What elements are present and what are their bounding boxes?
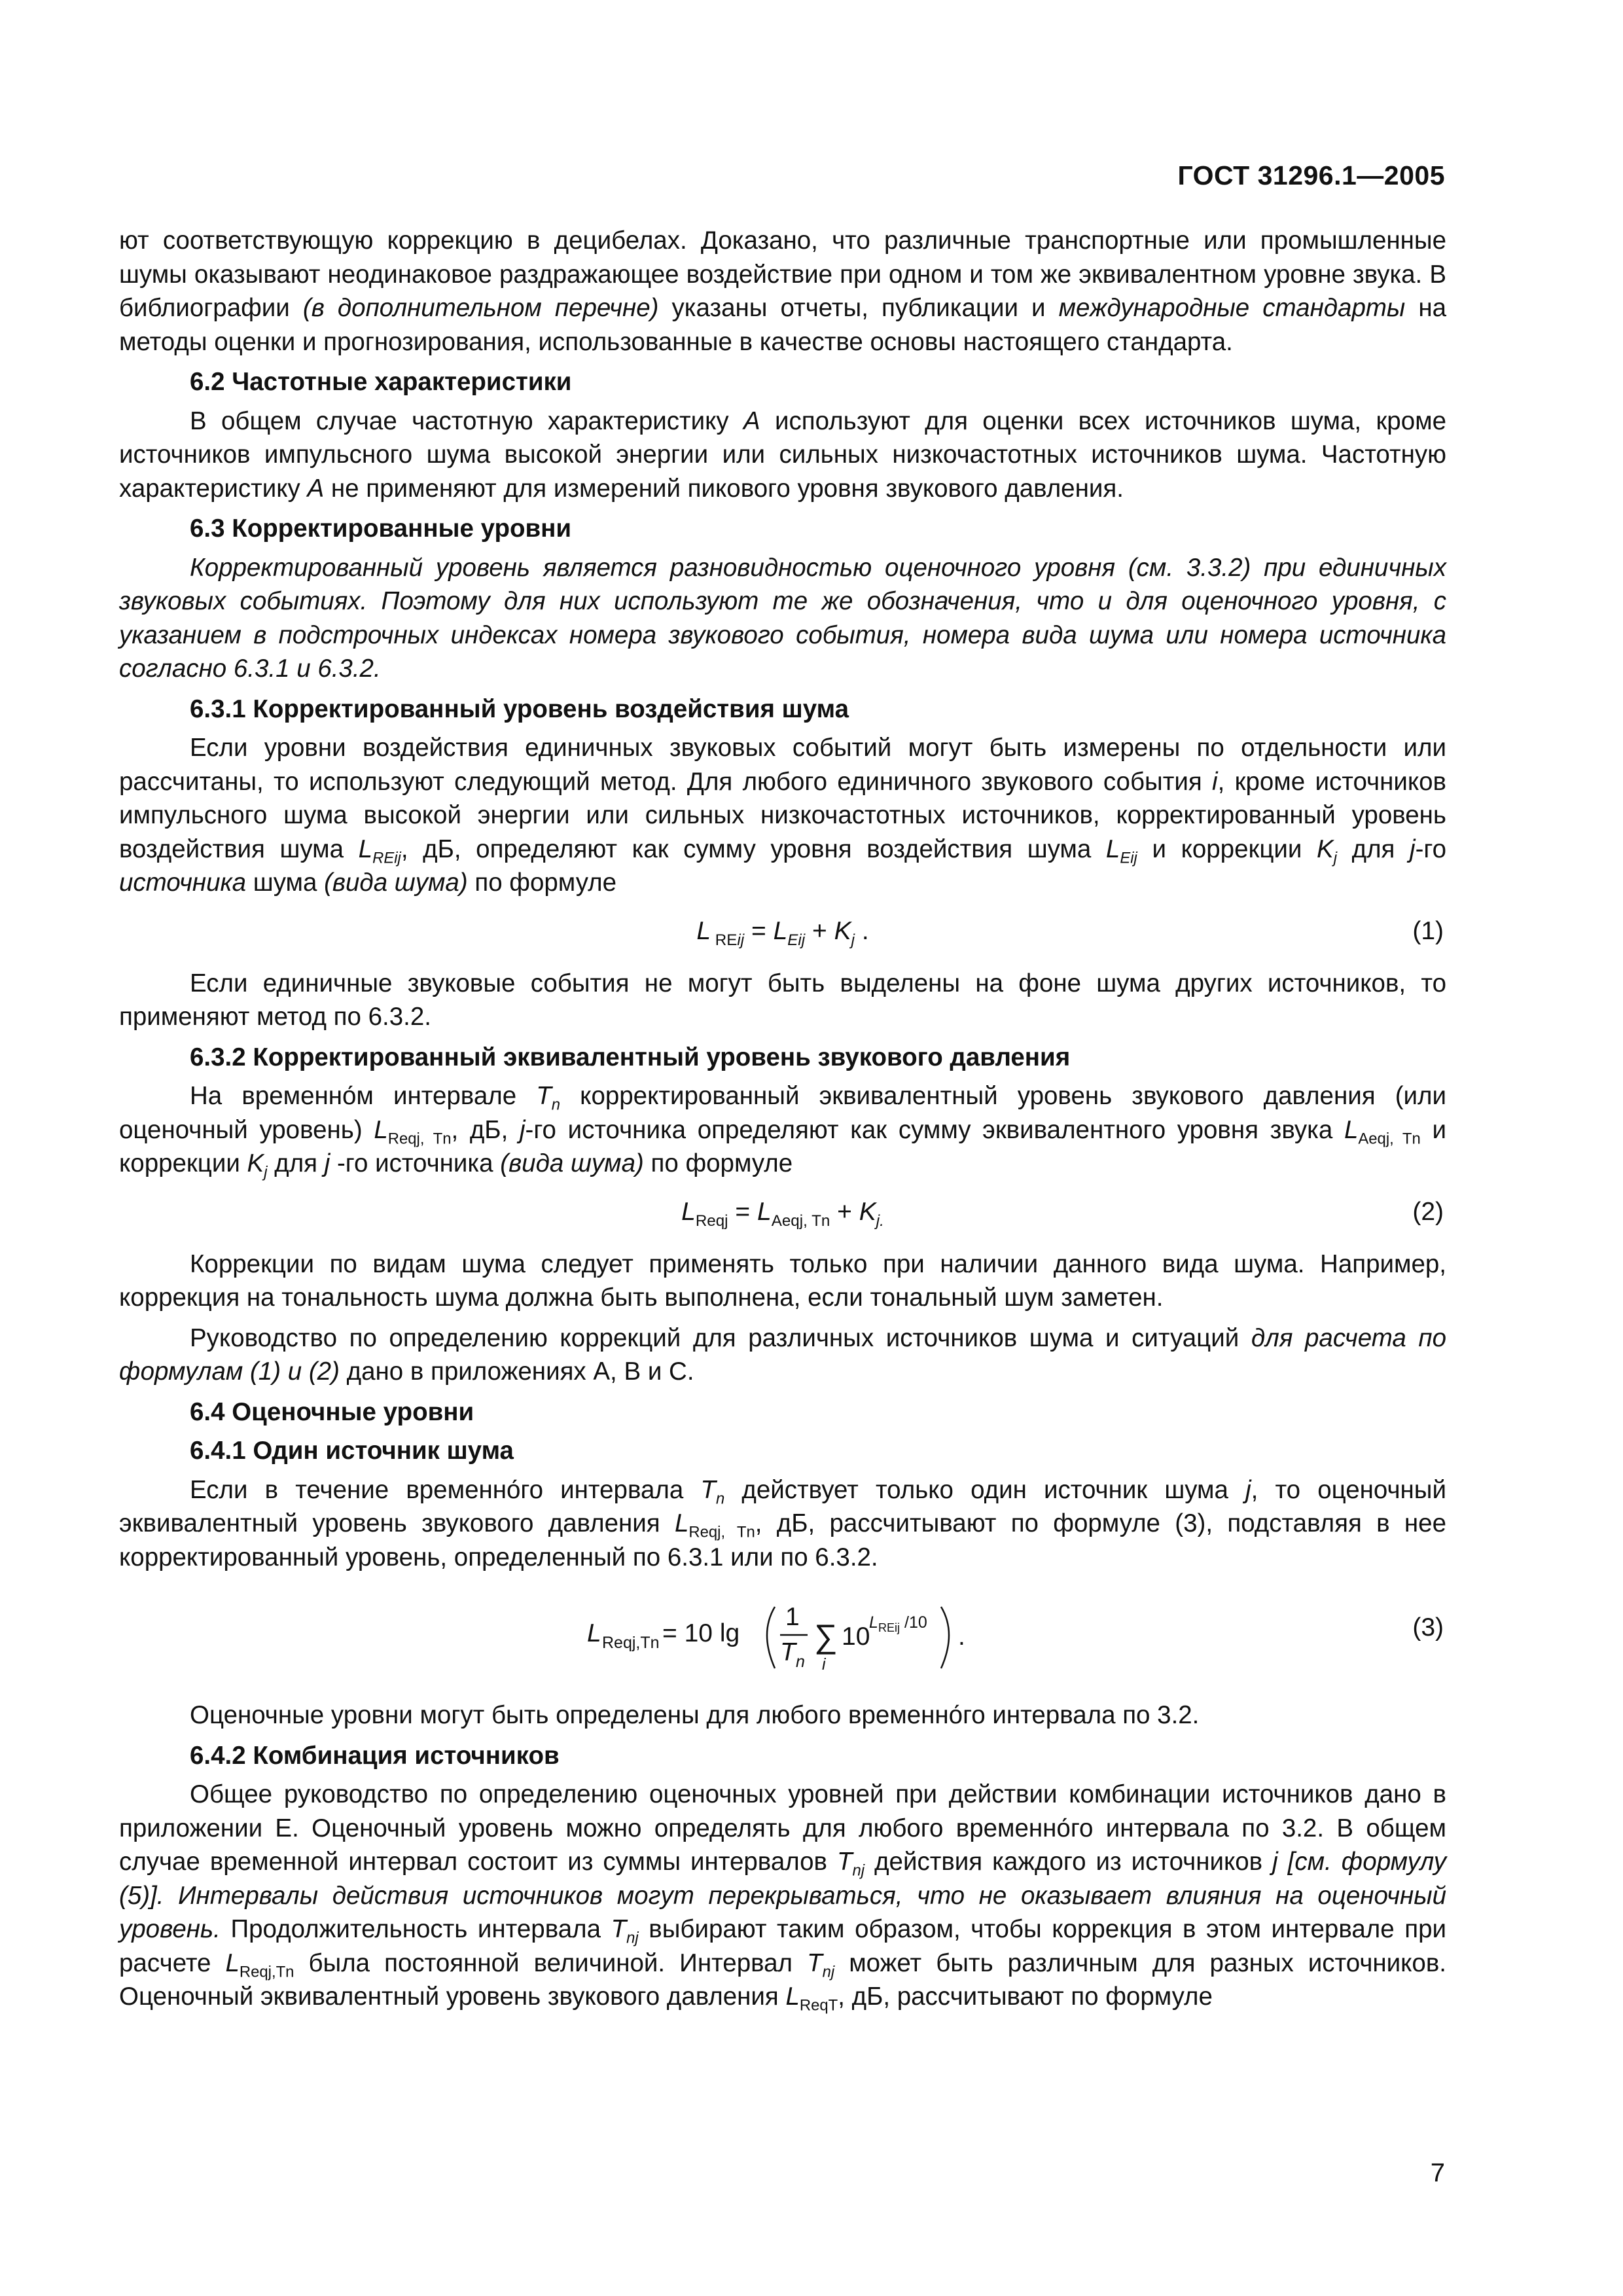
svg-text:L: L [869,1613,878,1632]
paragraph-guidance: Руководство по определению коррекций для различных источников шума и ситуаций для расчета по формулам (1) и (2) дано в приложениях А, В и С. [119,1323,1446,1386]
formula-1-expression: L $_{REij} = L_{Eij} + K_j$ . [696,916,869,949]
svg-text:L: L [587,1619,601,1647]
formula-1-number: (1) [1412,916,1444,945]
heading-6-3: 6.3 Корректированные уровни [190,514,572,543]
heading-6-4: 6.4 Оценочные уровни [190,1397,474,1426]
svg-text:.: . [958,1623,965,1651]
paragraph-after-formula-3: Оценочные уровни могут быть определены для любого временно́го интервала по 3.2. [190,1701,1200,1729]
svg-text:∑: ∑ [814,1618,838,1655]
svg-text:REij: REij [878,1621,901,1634]
paragraph-6-3-1: Если уровни воздействия единичных звуковых событий могут быть измерены по отдельности или рассчитаны, то используют следующий метод. Для любого единичного звукового события i, кроме источников импульсного шума высокой энергии или сильных низкочастотных источников, корректированный уровень воздействия шума $L_{REij}$, дБ, определяют как сумму уровня воздействия шума $L_{Eij}$ и коррекции $K_j$ для j-го источника шума (вида шума) по формуле [119,734,1447,897]
paragraph-6-3: Корректированный уровень является разновидностью оценочного уровня (см. 3.3.2) при единичных звуковых событиях. Поэтому для них используют те же обозначения, что и для оценочного уровня, с указанием в подстрочных индексах номера звукового события, номера вида шума или номера источника согласно 6.3.1 и 6.3.2. [119,553,1446,683]
heading-6-4-2: 6.4.2 Комбинация источников [190,1741,560,1770]
svg-text:Reqj,Tn: Reqj,Tn [602,1634,660,1652]
formula-3 [119,1587,1446,1679]
page-number: 7 [1430,2159,1445,2187]
heading-6-3-1: 6.3.1 Корректированный уровень воздействия шума [190,694,849,723]
svg-text:i: i [822,1655,826,1674]
formula-2-number: (2) [1412,1197,1444,1226]
svg-text:10: 10 [842,1623,870,1651]
paragraph-6-4-2: Общее руководство по определению оценочных уровней при действии комбинации источников дано в приложении Е. Оценочный уровень можно определять для любого временно́го интервала по 3.2. В общем случае временной интервал состоит из суммы интервалов $T_{nj}$ действия каждого из источников j [см. формулу (5)]. Интервалы действия источников могут перекрываться, что не оказывает влияния на оценочный уровень. Продолжительность интервала $T_{nj}$ выбирают таким образом, чтобы коррекция в этом интервале при расчете $L_{Reqj,Tn}$ была постоянной величиной. Интервал $T_{nj}$ может быть различным для разных источников. Оценочный эквивалентный уровень звукового давления $L_{ReqT}$, дБ, рассчитывают по формуле [119,1780,1446,2015]
document-body [119,224,1446,2020]
heading-6-4-1: 6.4.1 Один источник шума [190,1437,514,1465]
paragraph-6-3-2: На временно́м интервале $T_n$ корректированный эквивалентный уровень звукового давления (или оценочный уровень) $L_{Reqj, Tn}$, дБ, j-го источника определяют как сумму эквивалентного уровня звука $L_{Aeqj, Tn}$ и коррекции $K_j$ для j -го источника (вида шума) по формуле [119,1082,1447,1181]
heading-6-3-2: 6.3.2 Корректированный эквивалентный уровень звукового давления [190,1043,1071,1071]
formula-1 [119,912,1446,952]
paragraph-after-formula-1: Если единичные звуковые события не могут быть выделены на фоне шума других источников, то применяют метод по 6.3.2. [119,969,1446,1031]
standard-header: ГОСТ 31296.1—2005 [1177,160,1445,190]
svg-text:T: T [780,1638,796,1666]
svg-text:n: n [796,1653,805,1671]
paragraph-6-4-1: Если в течение временно́го интервала $T_n$ действует только один источник шума j, то оценочный эквивалентный уровень звукового давления $L_{Reqj, Tn}$, дБ, рассчитывают по формуле (3), подставляя в нее корректированный уровень, определенный по 6.3.1 или по 6.3.2. [119,1475,1446,1571]
formula-3-expression [119,1587,1446,1679]
paragraph-corrections: Коррекции по видам шума следует применять только при наличии данного вида шума. Например, коррекция на тональность шума должна быть выполнена, если тональный шум заметен. [119,1249,1446,1312]
paragraph-intro: ют соответствующую коррекцию в децибелах. Доказано, что различные транспортные или промышленные шумы оказывают неодинаковое раздражающее воздействие при одном и том же эквивалентном уровне звука. В библиографии (в дополнительном перечне) указаны отчеты, публикации и международные стандарты на методы оценки и прогнозирования, использованные в качестве основы настоящего стандарта. [119,226,1447,356]
svg-text:1: 1 [785,1603,800,1631]
svg-text:= 10 lg: = 10 lg [662,1619,740,1647]
formula-2-expression: $L_{Reqj} = L_{Aeqj, Tn} + K_{j.}$ [681,1197,884,1230]
paragraph-6-2: В общем случае частотную характеристику A используют для оценки всех источников шума, кроме источников импульсного шума высокой энергии или сильных низкочастотных источников шума. Частотную характеристику A не применяют для измерений пикового уровня звукового давления. [119,406,1446,503]
heading-6-2: 6.2 Частотные характеристики [190,368,572,396]
svg-text:/10: /10 [904,1613,927,1632]
formula-3-number: (3) [1412,1613,1444,1641]
formula-2 [119,1193,1446,1233]
